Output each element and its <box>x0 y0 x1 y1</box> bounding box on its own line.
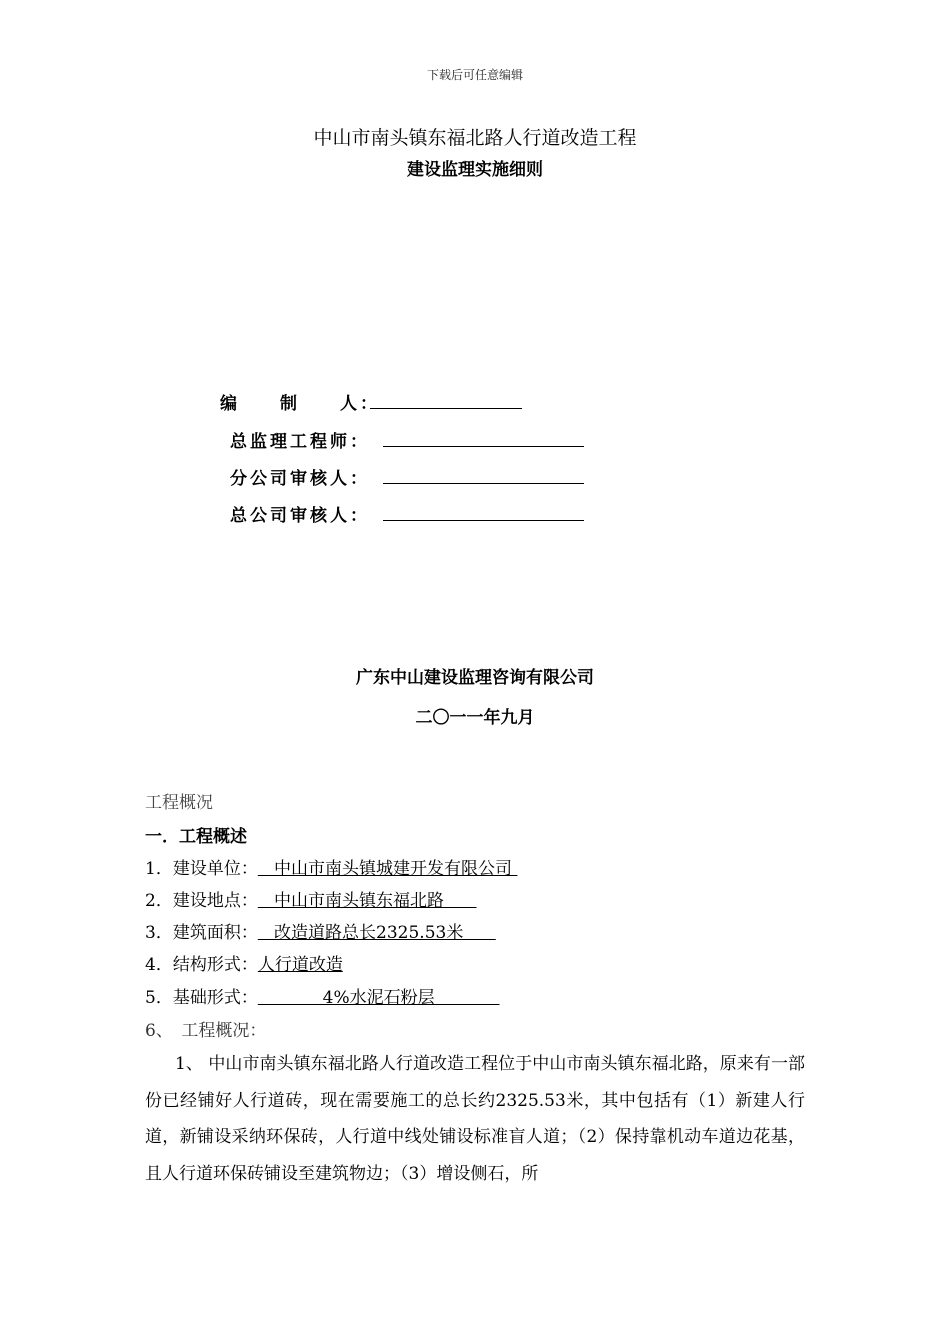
item-value: 中山市南头镇东福北路 <box>257 891 477 911</box>
list-item <box>145 886 476 911</box>
chief-engineer-label: 总监理工程师： <box>230 432 370 452</box>
list-item <box>145 854 517 879</box>
item-value: 中山市南头镇城建开发有限公司 <box>257 859 518 879</box>
sub-heading: 6、 工程概况： <box>145 1021 267 1041</box>
document-title: 中山市南头镇东福北路人行道改造工程 <box>313 127 637 149</box>
head-reviewer-signature-line <box>383 520 584 521</box>
section-title-plain: 工程概况 <box>145 793 213 813</box>
compiler-signature-line <box>370 408 522 409</box>
company-name: 广东中山建设监理咨询有限公司 <box>356 668 594 688</box>
body-paragraph: 1、 中山市南头镇东福北路人行道改造工程位于中山市南头镇东福北路，原来有一部份已经铺好人行道砖，现在需要施工的总长约2325.53米，其中包括有（1）新建人行道，新铺设采纳环保砖，人行道中线处铺设标准盲人道；（2）保持靠机动车道边花基，且人行道环保砖铺设至建筑物边；（3）增设侧石，所 <box>145 1054 805 1184</box>
item-label: 4．结构形式： <box>145 955 258 975</box>
branch-reviewer-signature-line <box>383 483 584 484</box>
item-label: 3．建筑面积： <box>145 923 258 943</box>
head-reviewer-label: 总公司审核人： <box>230 506 370 526</box>
item-value: 改造道路总长2325.53米 <box>257 923 496 943</box>
list-item <box>145 983 500 1008</box>
item-value: 人行道改造 <box>257 955 343 975</box>
document-date: 二〇一一年九月 <box>415 708 535 728</box>
list-item <box>145 918 496 943</box>
document-subtitle: 建设监理实施细则 <box>407 160 543 180</box>
compiler-label: 编 制 人： <box>220 394 380 414</box>
chief-engineer-signature-line <box>383 446 584 447</box>
item-label: 2．建设地点： <box>145 891 258 911</box>
item-label: 1．建设单位： <box>145 859 258 879</box>
header-note: 下载后可任意编辑 <box>426 68 523 82</box>
section-heading: 一．工程概述 <box>145 827 247 847</box>
branch-reviewer-label: 分公司审核人： <box>230 469 370 489</box>
item-label: 5．基础形式： <box>145 988 258 1008</box>
list-item <box>145 950 343 975</box>
item-value: 4%水泥石粉层 <box>257 988 500 1008</box>
